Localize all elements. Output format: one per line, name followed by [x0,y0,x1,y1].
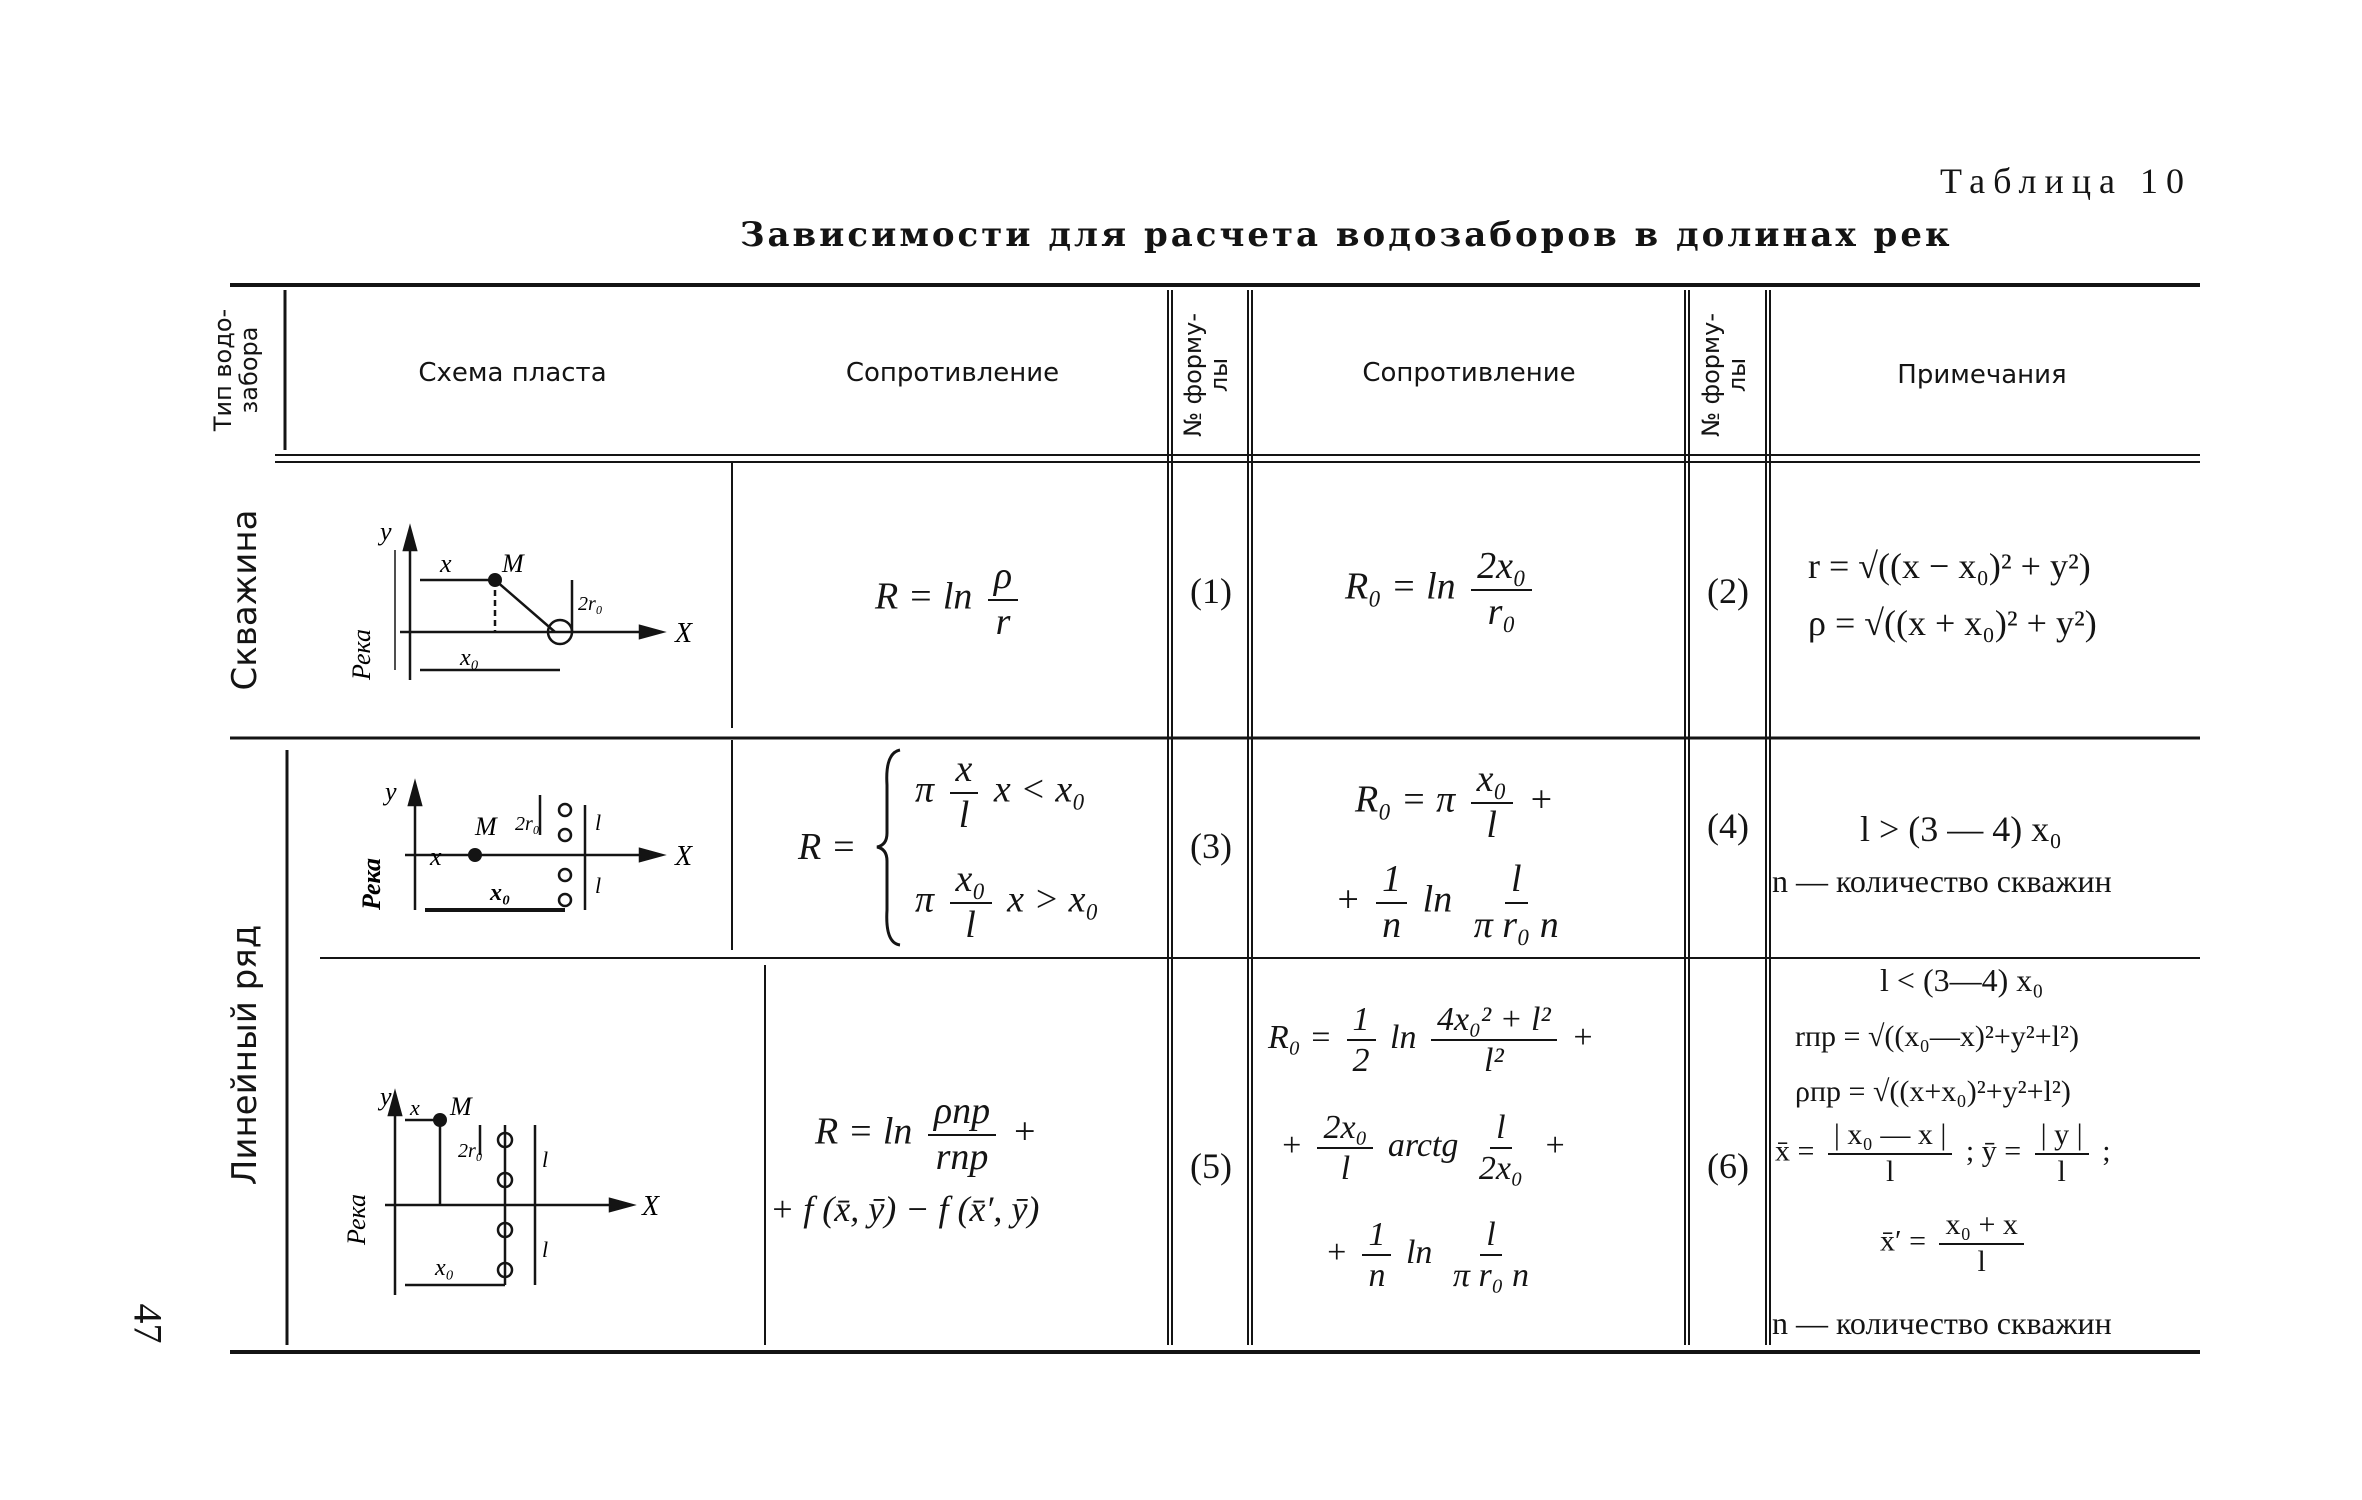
scheme-well-diagram [340,510,720,690]
formula-number-2: (2) [1707,571,1749,611]
header-formula-no-1: № форму- лы [1179,313,1233,437]
formula-6-line-2: + $\frac{\text{2x₀}}{l}$ arctg $\frac{l}{\text{2x₀}}$ + [1280,1109,1567,1188]
scheme3-X-axis-label: X [642,1191,660,1222]
scheme1-r0-label: 2r₀ [578,593,603,615]
scheme2-l-label-1: l [595,810,602,835]
row-type-well: Скважина [225,509,265,691]
note-3-n-count: n — количество скважин [1772,1305,2112,1341]
note-2-l-condition: l > (3 — 4) x₀ [1860,809,2062,849]
formula-1: R = ln $\frac{\rho}{r}$ [875,555,1024,644]
formula-4-line-2: + $\frac{1}{n}$ ln $\frac{l}{\text{π r₀ n}}$ [1335,858,1559,946]
formula-number-6: (6) [1707,1146,1749,1186]
note-1-rho: ρ = √((x + x₀)² + y²) [1808,603,2097,643]
formula-6-line-1: R₀ = $\frac{1}{2}$ ln $\frac{\text{4x₀² + l²}}{\text{l²}}$ + [1268,1001,1595,1080]
header-notes: Примечания [1897,360,2067,390]
scheme1-x0-label: x₀ [460,645,479,671]
table-label: Таблица 10 [1940,161,2192,201]
formula-5-line-2: + f (x̄, ȳ) − f (x̄′, ȳ) [770,1189,1040,1229]
note-1-r: r = √((x − x₀)² + y²) [1808,546,2091,586]
formula-5-line-1: R = ln $\frac{\text{ρпр}}{\text{rпр}}$ + [815,1090,1038,1178]
scheme2-l-label-2: l [595,873,602,898]
scheme3-river-label: Река [342,1194,371,1245]
header-formula-no-2: № форму- лы [1697,313,1751,437]
formula-4-line-1: R₀ = π $\frac{\text{x₀}}{l}$ + [1355,758,1554,846]
note-3-rho-pr: ρпр = √((x+x₀)²+y²+l²) [1795,1075,2071,1108]
note-3-x-prime: x̄′ = $\frac{\text{x₀ + x}}{l}$ [1880,1208,2030,1279]
table-title: Зависимости для расчета водозаборов в долинах рек [740,215,1953,255]
header-resistance-2: Сопротивление [1362,358,1576,388]
scheme2-X-axis-label: X [675,841,693,872]
formula-2: R₀ = ln $\frac{\text{2x₀}}{\text{r₀}}$ [1345,545,1538,634]
scheme2-river-label: Река [357,857,386,910]
scheme-linear-row-2-diagram [330,1085,740,1305]
formula-3-case-2: π $\frac{\text{x₀}}{l}$ x > x₀ [915,858,1099,946]
header-scheme: Схема пласта [418,358,607,388]
scheme-linear-row-diagram [340,775,720,935]
scheme1-y-label: y [380,517,392,546]
header-resistance-1: Сопротивление [845,358,1060,388]
formula-number-4: (4) [1707,806,1749,846]
scheme2-y-label: y [385,777,397,806]
formula-number-1: (1) [1190,571,1232,611]
formula-3-case-1: π $\frac{x}{l}$ x < x₀ [915,748,1086,836]
formula-6-line-3: + $\frac{1}{n}$ ln $\frac{l}{\text{π r₀ n}}$ [1325,1216,1529,1295]
scheme3-x0-label: x₀ [435,1255,454,1281]
scheme2-x0-label: x₀ [490,880,511,906]
page-number: 47 [125,1303,171,1344]
scheme3-x-label: x [410,1095,420,1120]
note-3-x-bar: x̄ = $\frac{\text{| x₀ — x |}}{l}$ ; ȳ = $\frac{| y |}{l}$ ; [1775,1118,2111,1188]
scheme3-m-label: M [450,1092,472,1121]
formula-number-3: (3) [1190,826,1232,866]
note-3-r-pr: rпр = √((x₀—x)²+y²+l²) [1795,1020,2080,1053]
scheme3-y-label: y [380,1085,392,1111]
formula-3-lhs: R = [798,826,857,868]
scheme3-l-label-2: l [542,1237,549,1262]
note-3-l-condition: l < (3—4) x₀ [1880,962,2044,998]
scheme3-l-label-1: l [542,1147,549,1172]
scheme1-X-axis-label: X [675,618,693,649]
scheme2-x-label: x [430,842,442,871]
formula-3-brace [875,745,905,950]
scheme2-r0-label: 2r₀ [515,813,540,835]
scheme1-m-label: M [502,549,524,578]
scheme1-river-label: Река [347,629,376,680]
note-2-n-count: n — количество скважин [1772,863,2112,899]
scheme3-r0-label: 2r₀ [458,1140,483,1162]
formula-number-5: (5) [1190,1146,1232,1186]
row-type-linear: Линейный ряд [225,924,265,1186]
scheme1-x-label: x [440,549,452,578]
header-type: Тип водо- забора [209,308,263,432]
scheme2-m-label: M [475,812,497,841]
